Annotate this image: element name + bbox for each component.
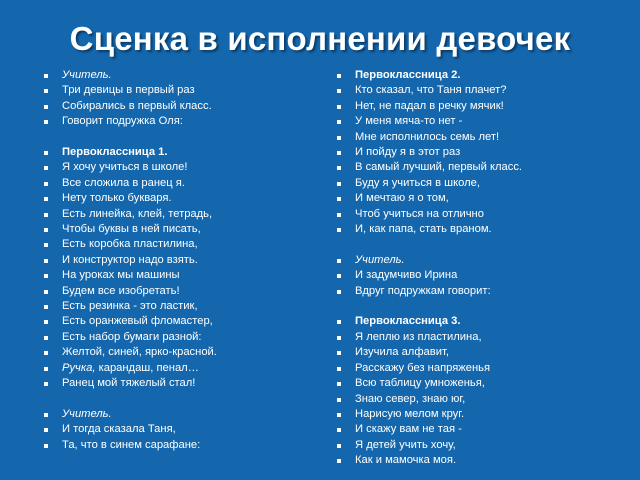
verse-line: Как и мамочка моя.: [337, 453, 627, 468]
verse-line: Есть линейка, клей, тетрадь,: [44, 207, 324, 222]
slide-title: Сценка в исполнении девочек: [69, 20, 571, 57]
verse-line: Я хочу учиться в школе!: [44, 160, 324, 175]
narrator-label: Учитель.: [44, 407, 324, 422]
narrator-label: Учитель.: [44, 68, 324, 83]
verse-line: Есть оранжевый фломастер,: [44, 314, 324, 329]
verse-line: Все сложила в ранец я.: [44, 176, 324, 191]
verse-line: Будем все изобретать!: [44, 284, 324, 299]
verse-line: И тогда сказала Таня,: [44, 422, 324, 437]
verse-line: И, как папа, стать враном.: [337, 222, 627, 237]
verse-line: Нету только букваря.: [44, 191, 324, 206]
verse-line: Три девицы в первый раз: [44, 83, 324, 98]
right-column: [337, 68, 627, 469]
narrator-label: Учитель.: [337, 253, 627, 268]
verse-line: Вдруг подружкам говорит:: [337, 284, 627, 299]
verse-line: Я леплю из пластилина,: [337, 330, 627, 345]
verse-line: Говорит подружка Оля:: [44, 114, 324, 129]
verse-line: Ранец мой тяжелый стал!: [44, 376, 324, 391]
verse-line: И мечтаю я о том,: [337, 191, 627, 206]
verse-line: И задумчиво Ирина: [337, 268, 627, 283]
verse-line-italic: Ручка,: [62, 361, 96, 374]
speaker-label: Первоклассница 1.: [44, 145, 324, 160]
blank-line: [337, 299, 627, 314]
verse-line: Собирались в первый класс.: [44, 99, 324, 114]
verse-line: Нет, не падал в речку мячик!: [337, 99, 627, 114]
verse-line: Кто сказал, что Таня плачет?: [337, 83, 627, 98]
verse-line: На уроках мы машины: [44, 268, 324, 283]
verse-line: Есть набор бумаги разной:: [44, 330, 324, 345]
verse-line: Всю таблицу умноженья,: [337, 376, 627, 391]
verse-line-rest: карандаш, пенал…: [95, 361, 199, 374]
verse-line: Расскажу без напряженья: [337, 361, 627, 376]
verse-line: Изучила алфавит,: [337, 345, 627, 360]
verse-line: У меня мяча-то нет -: [337, 114, 627, 129]
verse-line: И пойду я в этот раз: [337, 145, 627, 160]
verse-line: Желтой, синей, ярко-красной.: [44, 345, 324, 360]
verse-line: Знаю север, знаю юг,: [337, 392, 627, 407]
verse-line: [44, 361, 324, 376]
speaker-label: Первоклассница 2.: [337, 68, 627, 83]
verse-line: Есть коробка пластилина,: [44, 237, 324, 252]
verse-line: Чтобы буквы в ней писать,: [44, 222, 324, 237]
blank-line: [44, 130, 324, 145]
verse-line: И скажу вам не тая -: [337, 422, 627, 437]
verse-line: И конструктор надо взять.: [44, 253, 324, 268]
verse-line: Мне исполнилось семь лет!: [337, 130, 627, 145]
blank-line: [44, 392, 324, 407]
verse-line: Та, что в синем сарафане:: [44, 438, 324, 453]
verse-line: Есть резинка - это ластик,: [44, 299, 324, 314]
verse-line: Чтоб учиться на отлично: [337, 207, 627, 222]
verse-line: Буду я учиться в школе,: [337, 176, 627, 191]
verse-line: Нарисую мелом круг.: [337, 407, 627, 422]
speaker-label: Первоклассница 3.: [337, 314, 627, 329]
verse-line: Я детей учить хочу,: [337, 438, 627, 453]
left-column: [44, 68, 324, 453]
blank-line: [337, 237, 627, 252]
verse-line: В самый лучший, первый класс.: [337, 160, 627, 175]
